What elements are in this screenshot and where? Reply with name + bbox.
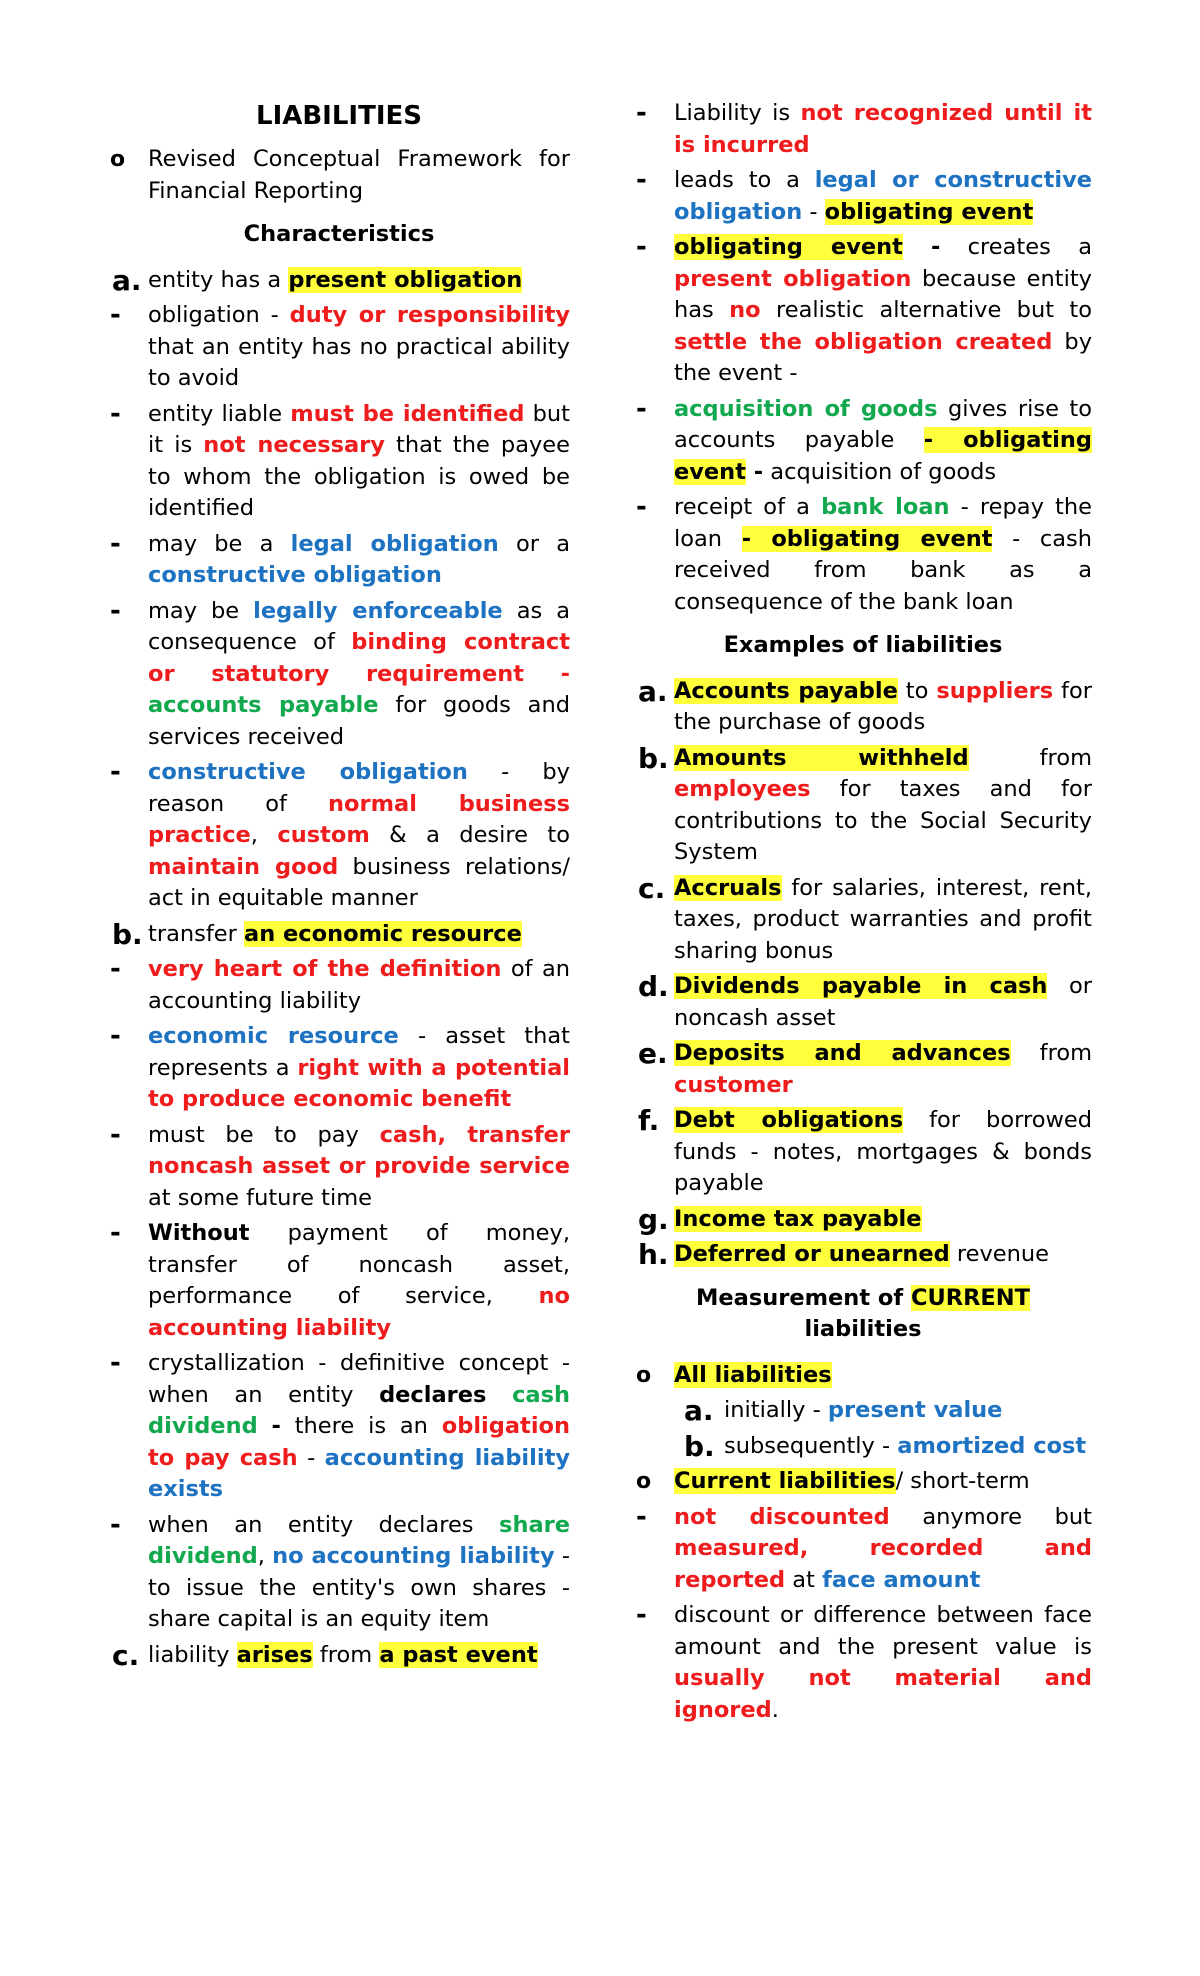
list-item <box>108 399 570 525</box>
text: realistic alternative but to <box>760 297 1092 323</box>
highlight-text: Amounts withheld <box>674 744 969 771</box>
text: must be to pay <box>148 1121 380 1148</box>
red-emphasis: settle the obligation created <box>674 328 1053 355</box>
letter-marker: b. <box>684 1429 715 1463</box>
page-title: LIABILITIES <box>256 101 422 131</box>
text: but it is <box>148 400 570 458</box>
example-item <box>634 1038 1092 1101</box>
text: , <box>257 1543 273 1569</box>
text: creates a <box>940 234 1092 260</box>
left-column <box>108 98 570 1675</box>
blue-emphasis: constructive obligation <box>148 562 442 588</box>
highlight-text: CURRENT <box>911 1284 1030 1311</box>
dash-bullet-icon: - <box>636 1600 647 1630</box>
highlight-text: obligating event <box>674 234 903 260</box>
highlight-text: All liabilities <box>674 1361 832 1388</box>
red-emphasis: suppliers <box>936 677 1054 704</box>
subsequently-item <box>634 1431 1092 1463</box>
letter-marker: c. <box>112 1638 140 1672</box>
text: that the payee to whom the obligation is owed be identified <box>148 432 570 521</box>
letter-marker: g. <box>638 1202 669 1236</box>
text: for salaries, interest, rent, taxes, product warranties and profit sharing bonus <box>674 874 1092 964</box>
text: crystallization - definitive concept - when an entity <box>148 1350 570 1408</box>
green-emphasis: bank loan <box>821 494 950 520</box>
text: there is an <box>280 1413 442 1439</box>
highlight-text: - obligating event <box>674 427 1093 485</box>
red-emphasis: very heart of the definition <box>148 956 502 982</box>
right-column <box>634 98 1092 1730</box>
list-item <box>108 529 570 592</box>
list-item <box>634 1600 1092 1726</box>
red-emphasis: customer <box>674 1071 793 1098</box>
text: of an accounting liability <box>148 956 570 1014</box>
green-emphasis: acquisition of goods <box>674 395 938 422</box>
red-emphasis: measured, recorded and reported <box>674 1535 1092 1593</box>
red-emphasis: no <box>729 297 761 323</box>
bold-text: declares <box>379 1381 487 1408</box>
characteristic-b <box>108 919 570 951</box>
highlight-text: Accounts payable <box>674 677 898 704</box>
letter-marker: h. <box>638 1238 669 1271</box>
circle-bullet-icon: o <box>110 147 126 172</box>
highlight-text: Deposits and advances <box>674 1040 1011 1066</box>
text: receipt of a <box>674 494 822 520</box>
highlight-text: Current liabilities <box>674 1468 896 1494</box>
green-emphasis: share dividend <box>148 1511 570 1569</box>
highlight-text: Debt obligations <box>674 1107 904 1133</box>
dash-bullet-icon: - <box>636 492 647 522</box>
red-emphasis: must be identified <box>290 400 525 427</box>
list-item <box>108 954 570 1017</box>
examples-heading: Examples of liabilities <box>723 632 1003 658</box>
text: or a <box>498 530 570 557</box>
list-item <box>108 1218 570 1344</box>
list-item <box>108 1510 570 1636</box>
list-item <box>634 492 1092 618</box>
text: entity liable <box>148 400 291 427</box>
example-item <box>634 676 1092 739</box>
text: payment of money, transfer of noncash asset, performance of service, <box>148 1220 570 1309</box>
dash-bullet-icon: - <box>636 393 647 424</box>
list-item <box>108 596 570 754</box>
red-emphasis: not necessary <box>203 432 385 458</box>
initially-item <box>634 1395 1092 1427</box>
blue-emphasis: face amount <box>822 1566 981 1593</box>
dash-bullet-icon: - <box>110 1348 121 1378</box>
text: obligation - <box>148 302 290 328</box>
text: leads to a <box>674 167 815 193</box>
text: anymore but <box>889 1503 1092 1530</box>
text: as a consequence of <box>148 597 571 655</box>
letter-marker: a. <box>112 263 142 297</box>
letter-marker: a. <box>684 1394 714 1427</box>
letter-marker: b. <box>112 917 143 951</box>
list-item <box>634 98 1092 161</box>
letter-marker: b. <box>638 741 669 775</box>
red-emphasis: not discounted <box>674 1503 890 1530</box>
text: - by reason of <box>148 759 570 817</box>
text: from <box>968 744 1092 771</box>
example-item <box>634 873 1092 968</box>
dash-bullet-icon: - <box>110 1119 121 1150</box>
red-emphasis: right with a potential to produce economic benefit <box>148 1054 570 1112</box>
highlight-text: Accruals <box>674 874 782 901</box>
list-item <box>108 1120 570 1215</box>
text: - to issue the entity's own shares - share capital is an equity item <box>148 1543 570 1632</box>
text: - asset that represents a <box>148 1023 570 1081</box>
bold-text: Without <box>148 1220 250 1246</box>
text: discount or difference between face amount and the present value is <box>674 1602 1092 1660</box>
text: transfer <box>148 920 245 947</box>
text: from <box>312 1641 380 1668</box>
red-emphasis: binding contract or statutory requirement - <box>148 629 570 687</box>
text: liabilities <box>804 1316 922 1342</box>
text: revenue <box>949 1241 1050 1267</box>
dash-bullet-icon: - <box>110 398 121 429</box>
text: at some future time <box>148 1184 373 1211</box>
list-item <box>108 1021 570 1116</box>
characteristics-heading: Characteristics <box>243 221 435 247</box>
dash-bullet-icon: - <box>110 595 121 626</box>
example-item <box>634 971 1092 1034</box>
text <box>258 1413 272 1439</box>
current-liabilities-item <box>634 1466 1092 1498</box>
text: because entity has <box>674 265 1092 323</box>
text: for the purchase of goods <box>674 677 1092 735</box>
red-emphasis: usually not material and ignored <box>674 1665 1092 1723</box>
letter-marker: f. <box>638 1104 660 1137</box>
blue-emphasis: economic resource <box>148 1023 399 1049</box>
list-item <box>108 757 570 915</box>
dash-bullet-icon: - <box>636 165 647 195</box>
circle-bullet-icon: o <box>636 1362 652 1388</box>
text: . <box>771 1696 779 1723</box>
intro-item <box>108 144 570 207</box>
intro-text: Revised Conceptual Framework for Financial Reporting <box>148 146 570 204</box>
dash-bullet-icon: - <box>110 954 121 984</box>
text: or noncash asset <box>674 973 1092 1031</box>
letter-marker: e. <box>638 1037 668 1070</box>
bold-text: - <box>902 234 941 260</box>
red-emphasis: present obligation <box>674 265 912 292</box>
text: Liability is <box>674 100 801 126</box>
characteristic-a <box>108 265 570 297</box>
text <box>486 1382 512 1408</box>
list-item <box>108 1348 570 1506</box>
all-liabilities-item <box>634 1360 1092 1392</box>
highlight-text: obligating event <box>824 198 1034 225</box>
text: - cash received from bank as a consequence of the bank loan <box>674 525 1092 615</box>
text: Measurement of <box>696 1284 911 1311</box>
red-emphasis: custom <box>277 822 370 848</box>
red-emphasis: obligation to pay cash <box>148 1413 571 1471</box>
text: / short-term <box>895 1468 1030 1494</box>
text: acquisition of goods <box>763 458 997 485</box>
blue-emphasis: accounting liability exists <box>148 1444 570 1502</box>
text: gives rise to accounts payable <box>674 395 1093 453</box>
text: from <box>1010 1040 1093 1066</box>
dash-bullet-icon: - <box>110 757 121 787</box>
text: liability <box>148 1641 237 1668</box>
blue-emphasis: present value <box>827 1397 1003 1423</box>
highlight-text: present obligation <box>288 266 523 293</box>
text: , <box>250 822 278 848</box>
text: when an entity declares <box>148 1511 500 1538</box>
bold-text: - <box>745 458 764 485</box>
text: at <box>785 1566 823 1593</box>
green-emphasis: accounts payable <box>148 692 379 718</box>
text: may be a <box>148 530 291 557</box>
red-emphasis: not recognized until it is incurred <box>674 100 1092 158</box>
text: & a desire to <box>369 822 570 848</box>
highlight-text: an economic resource <box>244 920 522 947</box>
dash-bullet-icon: - <box>636 98 647 128</box>
red-emphasis: normal business practice <box>148 790 570 848</box>
circle-bullet-icon: o <box>636 1469 652 1494</box>
text: for taxes and for contributions to the Social Security System <box>674 776 1092 865</box>
characteristic-c <box>108 1640 570 1672</box>
list-item <box>634 394 1092 489</box>
text: initially - <box>724 1397 828 1423</box>
red-emphasis: no accounting liability <box>148 1283 570 1341</box>
dash-bullet-icon: - <box>110 1218 121 1248</box>
text: - <box>297 1444 325 1471</box>
letter-marker: d. <box>638 970 669 1003</box>
list-item <box>634 232 1092 390</box>
bold-text: - <box>271 1413 281 1439</box>
example-item <box>634 1239 1092 1271</box>
highlight-text: a past event <box>379 1641 538 1668</box>
text: may be <box>148 597 254 624</box>
letter-marker: a. <box>638 674 668 708</box>
text: entity has a <box>148 266 289 293</box>
red-emphasis: maintain good <box>148 853 339 880</box>
dash-bullet-icon: - <box>110 300 121 330</box>
blue-emphasis: legal or constructive obligation <box>674 167 1092 225</box>
dash-bullet-icon: - <box>636 232 647 262</box>
red-emphasis: employees <box>674 776 811 802</box>
text: that an entity has no practical ability to avoid <box>148 333 570 391</box>
text: by the event - <box>674 328 1093 386</box>
text: - repay the loan <box>674 494 1092 552</box>
text: - <box>802 198 825 225</box>
text: business relations/ act in equitable manner <box>148 853 570 911</box>
green-emphasis: cash dividend <box>148 1381 570 1439</box>
dash-bullet-icon: - <box>110 528 121 559</box>
highlight-text: Income tax payable <box>674 1205 922 1232</box>
blue-emphasis: amortized cost <box>897 1432 1087 1459</box>
highlight-text: Dividends payable in cash <box>674 973 1048 999</box>
text: for borrowed funds - notes, mortgages & bonds payable <box>674 1107 1093 1196</box>
measurement-heading <box>634 1283 1092 1346</box>
example-item <box>634 1105 1092 1200</box>
list-item <box>634 1502 1092 1597</box>
text: for goods and services received <box>148 692 571 750</box>
dash-bullet-icon: - <box>636 1501 647 1532</box>
dash-bullet-icon: - <box>110 1509 121 1540</box>
highlight-text: arises <box>236 1641 313 1668</box>
example-item <box>634 1204 1092 1236</box>
list-item <box>108 300 570 395</box>
red-emphasis: duty or responsibility <box>289 302 570 328</box>
highlight-text: Deferred or unearned <box>674 1241 950 1267</box>
highlight-text: - obligating event <box>741 525 993 552</box>
text: to <box>897 677 937 704</box>
letter-marker: c. <box>638 871 666 905</box>
blue-emphasis: legal obligation <box>290 530 499 557</box>
blue-emphasis: legally enforceable <box>253 597 503 624</box>
example-item <box>634 743 1092 869</box>
blue-emphasis: constructive obligation <box>148 759 468 785</box>
red-emphasis: cash, transfer noncash asset or provide service <box>148 1121 570 1179</box>
dash-bullet-icon: - <box>110 1021 121 1051</box>
text: subsequently - <box>724 1432 898 1459</box>
list-item <box>634 165 1092 228</box>
blue-emphasis: no accounting liability <box>272 1543 555 1569</box>
